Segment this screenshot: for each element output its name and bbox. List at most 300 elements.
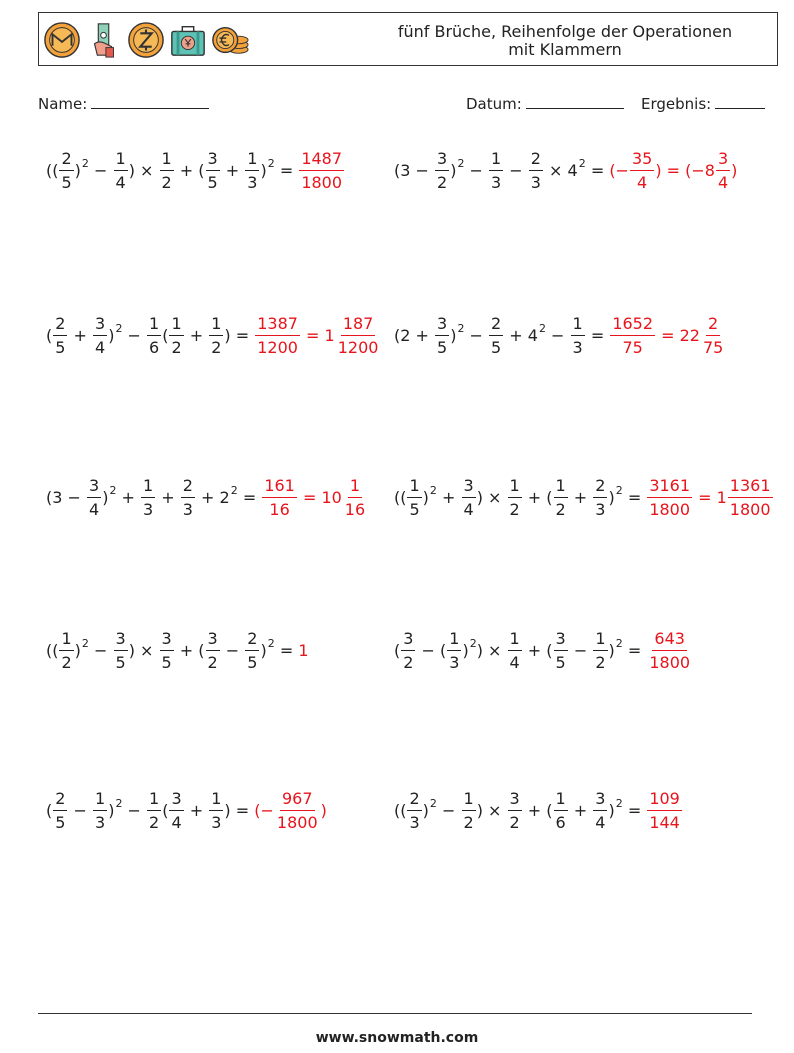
math-text: 1 <box>298 640 309 660</box>
denominator: 144 <box>649 812 680 832</box>
denominator: 3 <box>449 652 460 672</box>
numerator: 2 <box>53 314 67 336</box>
result-blank[interactable] <box>715 94 765 109</box>
numerator: 967 <box>280 789 315 811</box>
denominator: 2 <box>61 652 72 672</box>
math-text: = 22 <box>656 325 700 345</box>
exponent: 2 <box>578 156 586 170</box>
fraction <box>275 789 320 832</box>
math-text: − <box>68 800 93 820</box>
numerator: 35 <box>630 149 654 171</box>
numerator: 1 <box>147 789 161 811</box>
math-text: ) <box>102 487 109 507</box>
math-text: ) <box>608 487 615 507</box>
math-text: ) <box>450 325 457 345</box>
math-text: = <box>585 325 610 345</box>
denominator: 4 <box>463 499 474 519</box>
numerator: 3161 <box>647 476 692 498</box>
exponent: 2 <box>81 636 89 650</box>
math-text: − <box>436 800 461 820</box>
numerator: 2 <box>59 149 73 171</box>
problem-5 <box>46 462 368 532</box>
fraction <box>647 789 682 832</box>
math-text: − <box>545 325 570 345</box>
numerator: 1 <box>508 629 522 651</box>
denominator: 2 <box>161 172 172 192</box>
math-text: (3 − <box>394 160 434 180</box>
numerator: 3 <box>435 149 449 171</box>
math-text: − <box>122 800 147 820</box>
math-text: ( <box>394 640 401 660</box>
fraction <box>93 314 107 357</box>
math-text: ) = <box>224 800 255 820</box>
numerator: 1 <box>554 476 568 498</box>
denominator: 3 <box>595 499 606 519</box>
problem-10 <box>394 775 683 845</box>
date-label: Datum: <box>466 95 522 113</box>
name-blank[interactable] <box>91 94 209 109</box>
math-text: (( <box>394 487 407 507</box>
denominator: 1800 <box>729 499 771 519</box>
numerator: 3 <box>716 149 730 171</box>
math-text: + <box>568 800 593 820</box>
fraction <box>206 629 220 672</box>
fraction <box>435 149 449 192</box>
exponent: 2 <box>615 636 623 650</box>
exponent: 2 <box>115 321 123 335</box>
numerator: 1 <box>593 629 607 651</box>
exponent: 2 <box>429 483 437 497</box>
fraction <box>630 149 654 192</box>
numerator: 1 <box>348 476 362 498</box>
denominator: 2 <box>403 652 414 672</box>
numerator: 3 <box>206 149 220 171</box>
math-text: (2 + <box>394 325 434 345</box>
answer-1 <box>298 149 345 192</box>
exponent: 2 <box>615 483 623 497</box>
fraction <box>554 789 568 832</box>
header-box <box>38 12 778 66</box>
fraction <box>593 476 607 519</box>
fraction <box>87 476 101 519</box>
fraction <box>728 476 773 519</box>
math-text: − ( <box>416 640 447 660</box>
footer-url: www.snowmath.com <box>315 1030 479 1046</box>
answer-10 <box>646 789 683 832</box>
math-text: + 4 <box>504 325 538 345</box>
denominator: 5 <box>555 652 566 672</box>
briefcase-yen-icon <box>169 21 207 59</box>
math-text: ( <box>46 800 53 820</box>
math-text: + ( <box>174 160 205 180</box>
math-text: = <box>274 160 299 180</box>
denominator: 3 <box>572 337 583 357</box>
math-text: ) <box>450 160 457 180</box>
fraction <box>93 789 107 832</box>
exponent: 2 <box>429 796 437 810</box>
problem-1 <box>46 135 345 205</box>
math-text: + <box>184 800 209 820</box>
denominator: 4 <box>509 652 520 672</box>
denominator: 5 <box>61 172 72 192</box>
denominator: 3 <box>182 499 193 519</box>
denominator: 4 <box>115 172 126 192</box>
math-text: (3 − <box>46 487 86 507</box>
math-text: ) <box>320 800 327 820</box>
numerator: 3 <box>160 629 174 651</box>
fraction <box>554 476 568 519</box>
answer-2 <box>609 149 737 192</box>
fraction <box>209 789 223 832</box>
numerator: 1 <box>508 476 522 498</box>
denominator: 3 <box>211 812 222 832</box>
numerator: 1 <box>462 789 476 811</box>
fraction <box>59 629 73 672</box>
denominator: 2 <box>509 499 520 519</box>
math-text: + <box>220 160 245 180</box>
denominator: 2 <box>595 652 606 672</box>
math-text: ) = <box>224 325 255 345</box>
denominator: 1200 <box>257 337 298 357</box>
numerator: 1487 <box>299 149 344 171</box>
denominator: 2 <box>149 812 160 832</box>
numerator: 3 <box>87 476 101 498</box>
denominator: 5 <box>247 652 258 672</box>
fraction <box>508 629 522 672</box>
numerator: 2 <box>245 629 259 651</box>
math-text: ) <box>608 640 615 660</box>
title-line-1: fünf Brüche, Reihenfolge der Operationen <box>397 22 733 41</box>
fraction <box>489 149 503 192</box>
math-text: + ( <box>174 640 205 660</box>
denominator: 16 <box>269 499 290 519</box>
numerator: 3 <box>169 789 183 811</box>
denominator: 1800 <box>276 812 318 832</box>
exponent: 2 <box>115 796 123 810</box>
math-text: ) <box>422 800 429 820</box>
fraction <box>407 476 421 519</box>
answer-5 <box>261 476 368 519</box>
math-text: + <box>184 325 209 345</box>
title-line-2: mit Klammern <box>508 40 622 59</box>
denominator: 3 <box>143 499 154 519</box>
numerator: 1 <box>209 314 223 336</box>
numerator: 1 <box>59 629 73 651</box>
fraction <box>610 314 655 357</box>
math-text: = 1 <box>693 487 727 507</box>
exponent: 2 <box>230 483 238 497</box>
date-field <box>466 94 624 113</box>
fraction <box>401 629 415 672</box>
math-text: + 2 <box>195 487 230 507</box>
numerator: 3 <box>593 789 607 811</box>
math-text: = 1 <box>300 325 335 345</box>
math-text: ) <box>108 325 115 345</box>
denominator: 4 <box>595 812 606 832</box>
fraction <box>343 476 367 519</box>
math-text: ) <box>108 800 115 820</box>
numerator: 161 <box>262 476 297 498</box>
numerator: 1 <box>245 149 259 171</box>
denominator: 5 <box>161 652 172 672</box>
denominator: 2 <box>463 812 474 832</box>
math-text: − <box>88 640 113 660</box>
math-text: ( <box>162 800 169 820</box>
fraction <box>489 314 503 357</box>
denominator: 1800 <box>301 172 343 192</box>
denominator: 5 <box>207 172 218 192</box>
fraction <box>529 149 543 192</box>
denominator: 1200 <box>337 337 379 357</box>
numerator: 1 <box>141 476 155 498</box>
fraction <box>435 314 449 357</box>
problem-6 <box>394 462 774 532</box>
answer-3 <box>254 314 381 357</box>
fraction <box>141 476 155 519</box>
problem-7 <box>46 615 309 685</box>
exponent: 2 <box>469 636 477 650</box>
fraction <box>407 789 421 832</box>
fraction <box>299 149 344 192</box>
math-text: ) <box>260 640 267 660</box>
math-text: ) <box>260 160 267 180</box>
denominator: 5 <box>409 499 420 519</box>
fraction <box>593 789 607 832</box>
exponent: 2 <box>457 156 465 170</box>
math-text: + <box>568 487 593 507</box>
math-text: ) × <box>476 640 507 660</box>
fraction <box>245 629 259 672</box>
answer-9 <box>254 789 327 832</box>
numerator: 1 <box>114 149 128 171</box>
denominator: 2 <box>207 652 218 672</box>
numerator: 3 <box>93 314 107 336</box>
denominator: 5 <box>55 337 66 357</box>
name-field <box>38 94 209 113</box>
fraction <box>209 314 223 357</box>
denominator: 2 <box>509 812 520 832</box>
math-text: ) <box>74 640 81 660</box>
exponent: 2 <box>267 636 275 650</box>
problem-2 <box>394 135 737 205</box>
math-text: (− <box>254 800 274 820</box>
numerator: 1 <box>209 789 223 811</box>
numerator: 1 <box>407 476 421 498</box>
numerator: 3 <box>114 629 128 651</box>
math-text: + <box>116 487 141 507</box>
denominator: 75 <box>622 337 643 357</box>
math-text: − <box>220 640 245 660</box>
numerator: 3 <box>206 629 220 651</box>
math-text: ) <box>731 160 738 180</box>
fraction <box>462 476 476 519</box>
answer-6 <box>646 476 773 519</box>
denominator: 3 <box>95 812 106 832</box>
math-text: = <box>622 640 647 660</box>
numerator: 1 <box>160 149 174 171</box>
fraction <box>114 629 128 672</box>
numerator: 1652 <box>610 314 655 336</box>
exponent: 2 <box>538 321 546 335</box>
fraction <box>647 476 692 519</box>
worksheet-title <box>375 23 755 59</box>
denominator: 2 <box>211 337 222 357</box>
denominator: 4 <box>89 499 100 519</box>
denominator: 3 <box>247 172 258 192</box>
numerator: 3 <box>435 314 449 336</box>
fraction <box>181 476 195 519</box>
math-text: ( <box>162 325 169 345</box>
fraction <box>147 789 161 832</box>
math-text: ) × <box>476 800 507 820</box>
fraction <box>554 629 568 672</box>
denominator: 5 <box>437 337 448 357</box>
problem-9 <box>46 775 327 845</box>
fraction <box>245 149 259 192</box>
denominator: 4 <box>637 172 648 192</box>
math-text: + ( <box>522 800 553 820</box>
math-text: = <box>274 640 299 660</box>
result-label: Ergebnis: <box>641 95 712 113</box>
math-text: + <box>436 487 461 507</box>
math-text: − <box>504 160 528 180</box>
denominator: 1800 <box>649 652 691 672</box>
math-text: − <box>88 160 113 180</box>
denominator: 4 <box>95 337 106 357</box>
math-text: − <box>122 325 147 345</box>
numerator: 3 <box>554 629 568 651</box>
monero-coin-icon <box>43 21 81 59</box>
numerator: 109 <box>647 789 682 811</box>
denominator: 75 <box>702 337 724 357</box>
fraction <box>593 629 607 672</box>
icon-row <box>43 20 249 60</box>
math-text: (( <box>394 800 407 820</box>
numerator: 1 <box>489 149 503 171</box>
math-text: − <box>568 640 593 660</box>
numerator: 643 <box>652 629 687 651</box>
euro-coins-stack-icon <box>211 21 249 59</box>
name-label: Name: <box>38 95 88 113</box>
denominator: 4 <box>717 172 729 192</box>
numerator: 2 <box>53 789 67 811</box>
denominator: 2 <box>437 172 448 192</box>
math-text: = <box>237 487 262 507</box>
fraction <box>59 149 73 192</box>
answer-8 <box>646 629 693 672</box>
math-text: ) × <box>128 640 159 660</box>
math-text: (( <box>46 160 59 180</box>
fraction <box>206 149 220 192</box>
math-text: ) <box>462 640 469 660</box>
math-text: (− <box>609 160 629 180</box>
numerator: 3 <box>508 789 522 811</box>
denominator: 6 <box>149 337 160 357</box>
numerator: 2 <box>181 476 195 498</box>
numerator: 1 <box>571 314 585 336</box>
exponent: 2 <box>109 483 117 497</box>
exponent: 2 <box>457 321 465 335</box>
math-text: − <box>464 325 489 345</box>
zcash-coin-icon <box>127 21 165 59</box>
fraction <box>160 149 174 192</box>
math-text: ( <box>46 325 53 345</box>
denominator: 5 <box>491 337 502 357</box>
math-text: = <box>622 487 647 507</box>
numerator: 1 <box>554 789 568 811</box>
numerator: 2 <box>706 314 720 336</box>
denominator: 3 <box>530 172 541 192</box>
math-text: (( <box>46 640 59 660</box>
denominator: 16 <box>344 499 366 519</box>
denominator: 3 <box>409 812 420 832</box>
numerator: 1 <box>147 314 161 336</box>
denominator: 2 <box>171 337 182 357</box>
fraction <box>147 314 161 357</box>
denominator: 4 <box>171 812 182 832</box>
numerator: 1387 <box>255 314 300 336</box>
answer-7 <box>298 641 308 660</box>
footer-divider <box>38 1013 752 1014</box>
math-text: + ( <box>522 487 553 507</box>
math-text: = <box>622 800 647 820</box>
fraction <box>262 476 297 519</box>
exponent: 2 <box>615 796 623 810</box>
numerator: 2 <box>593 476 607 498</box>
numerator: 2 <box>529 149 543 171</box>
numerator: 2 <box>407 789 421 811</box>
fraction <box>255 314 300 357</box>
problem-3 <box>46 300 381 370</box>
problem-4 <box>394 300 726 370</box>
fraction <box>53 789 67 832</box>
fraction <box>462 789 476 832</box>
date-blank[interactable] <box>526 94 624 109</box>
math-text: ) × <box>128 160 159 180</box>
denominator: 3 <box>491 172 502 192</box>
fraction <box>508 476 522 519</box>
exponent: 2 <box>81 156 89 170</box>
math-text: × 4 <box>543 160 578 180</box>
math-text: ) <box>422 487 429 507</box>
math-text: = <box>585 160 610 180</box>
math-text: ) <box>608 800 615 820</box>
numerator: 2 <box>489 314 503 336</box>
math-text: ) <box>74 160 81 180</box>
fraction <box>508 789 522 832</box>
fraction <box>571 314 585 357</box>
math-text: ) = (−8 <box>655 160 715 180</box>
fraction <box>169 789 183 832</box>
numerator: 1361 <box>728 476 773 498</box>
banknote-hand-icon <box>85 21 123 59</box>
numerator: 187 <box>341 314 376 336</box>
numerator: 3 <box>462 476 476 498</box>
denominator: 6 <box>555 812 566 832</box>
math-text: − <box>464 160 489 180</box>
problem-8 <box>394 615 693 685</box>
fraction <box>160 629 174 672</box>
math-text: + <box>68 325 93 345</box>
fraction <box>53 314 67 357</box>
numerator: 1 <box>447 629 461 651</box>
answer-4 <box>609 314 726 357</box>
math-text: = 10 <box>297 487 342 507</box>
fraction <box>336 314 381 357</box>
denominator: 5 <box>55 812 66 832</box>
fraction <box>716 149 730 192</box>
fraction <box>447 629 461 672</box>
